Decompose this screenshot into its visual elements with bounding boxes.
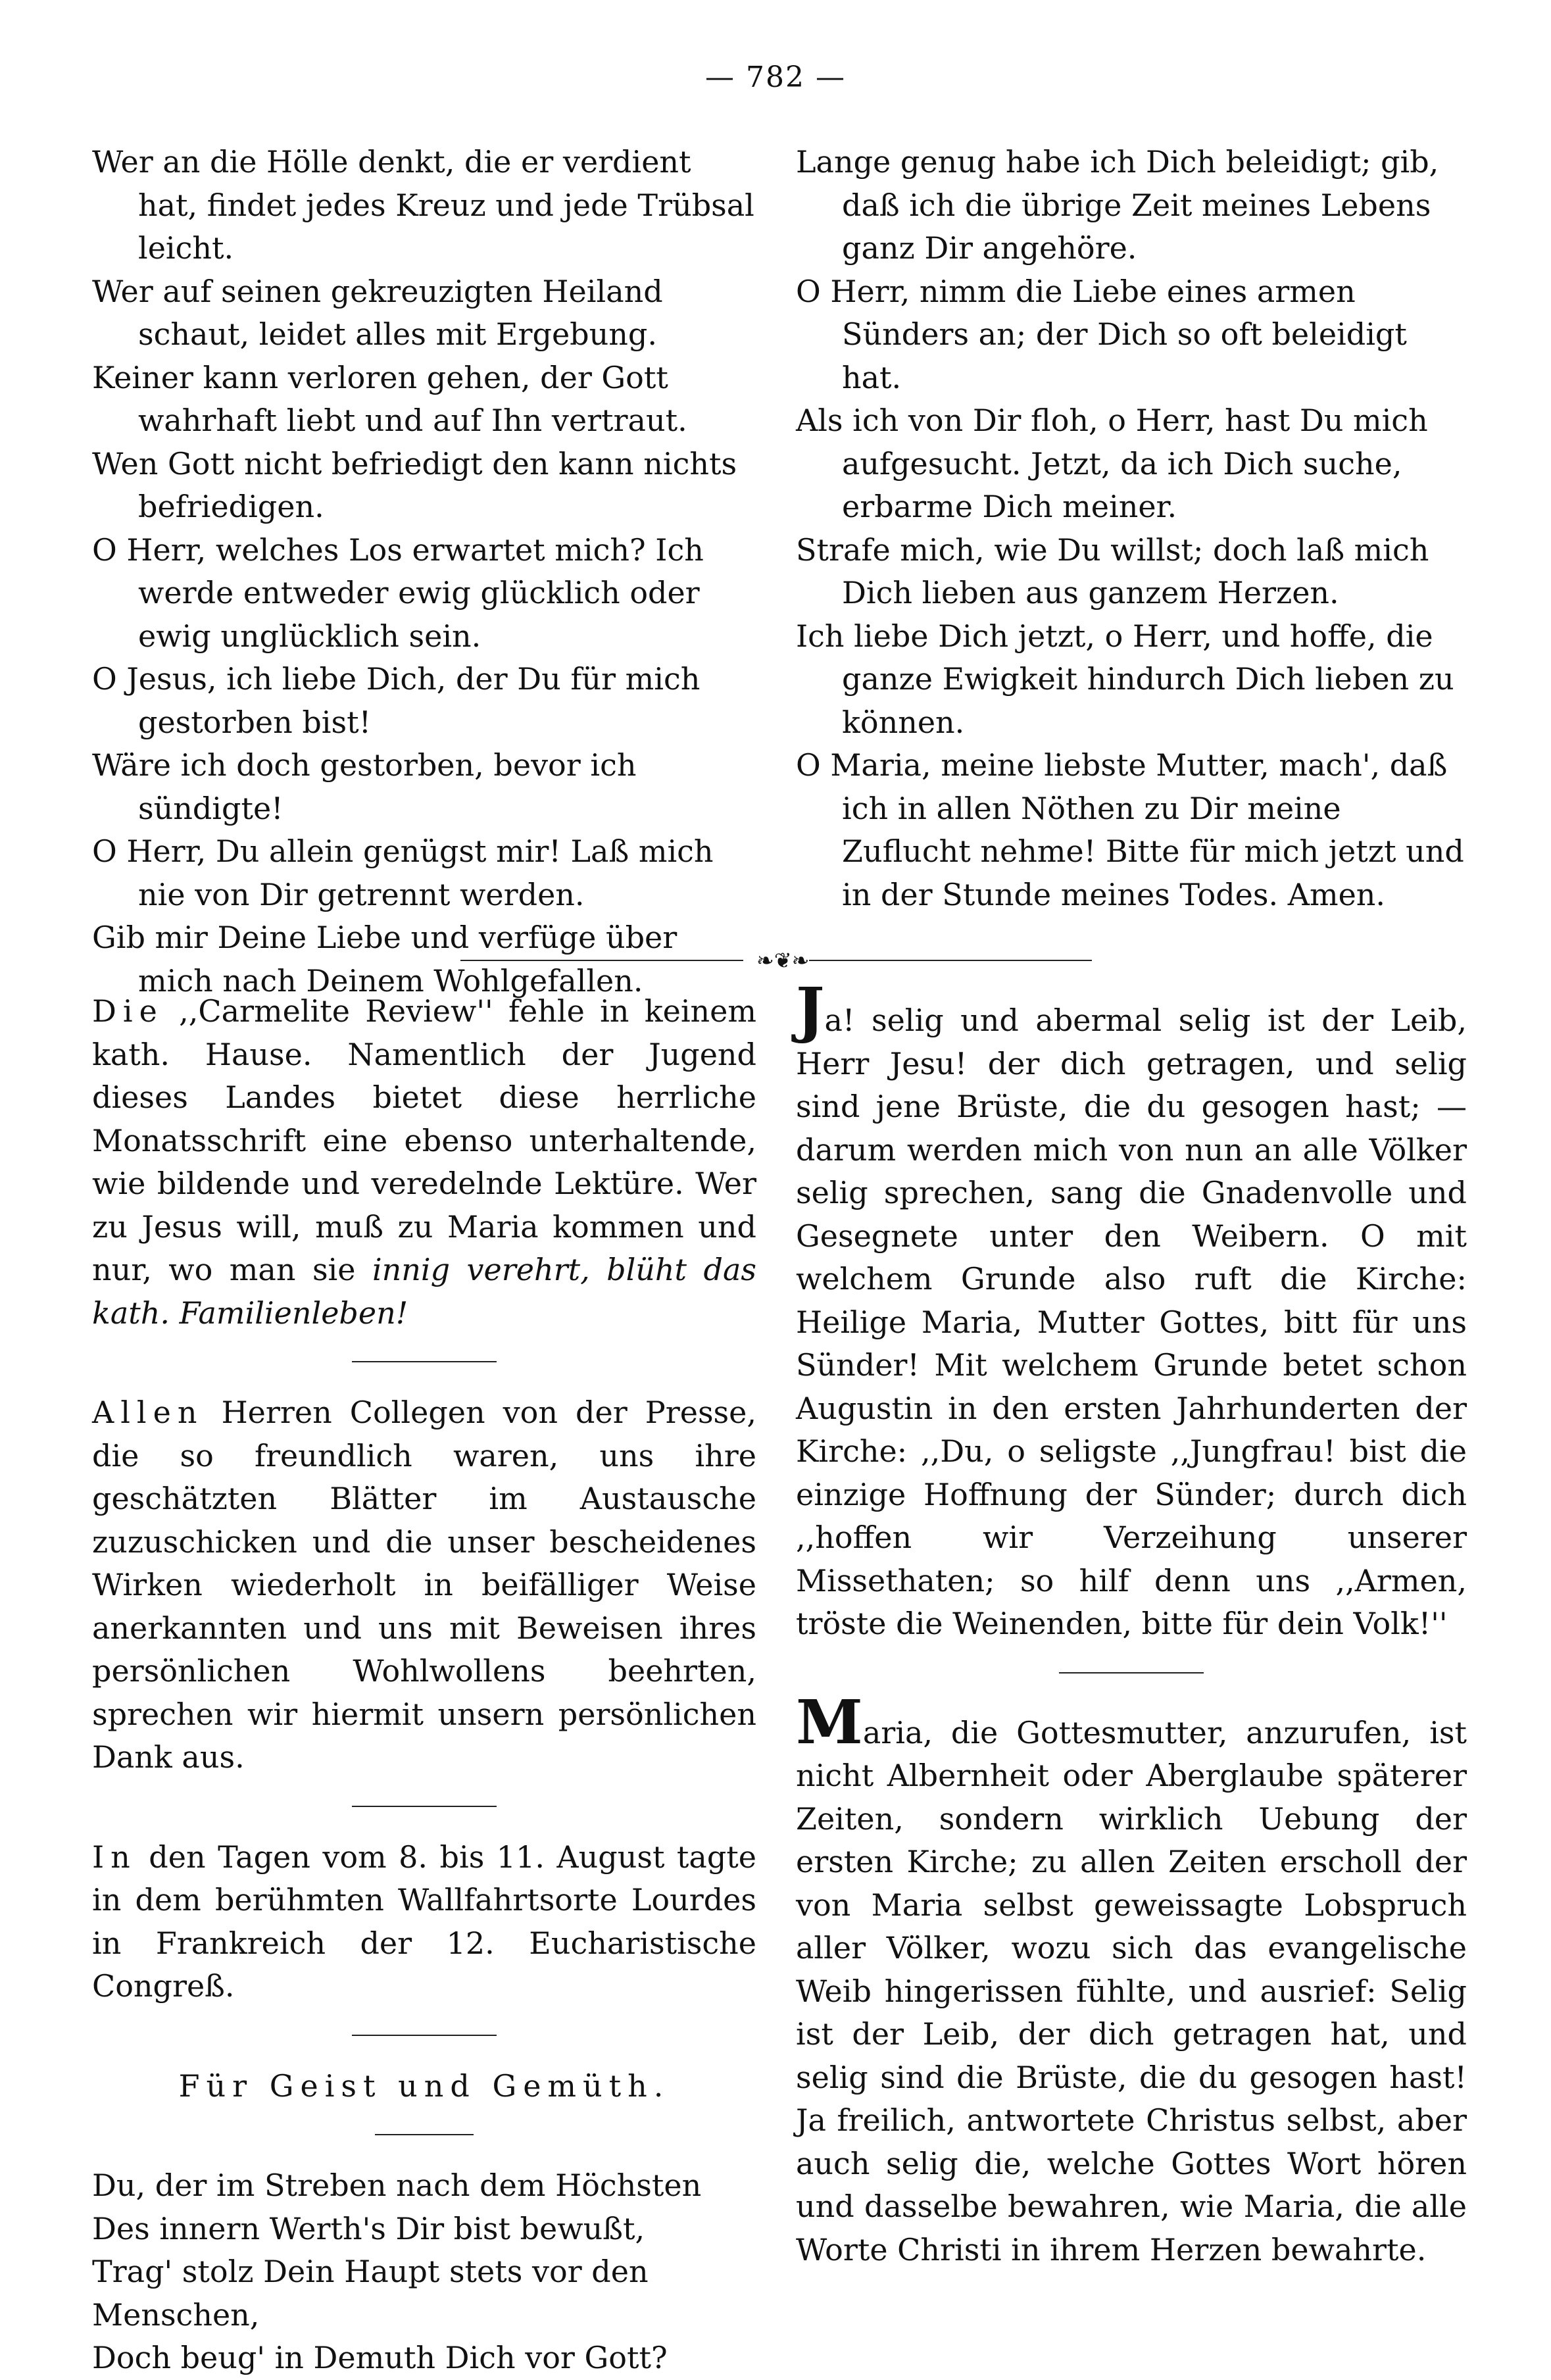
- carmelite-italic: innig verehrt, blüht das kath. Familienleben!: [92, 1252, 756, 1331]
- section-heading: Für Geist und Gemüth.: [178, 2068, 670, 2104]
- entry: Lange genug habe ich Dich beleidigt; gib, daß ich die übrige Zeit meines Lebens ganz Dir angehöre.: [796, 144, 1439, 266]
- entry: Keiner kann verloren gehen, der Gott wahrhaft liebt und auf Ihn vertraut.: [92, 359, 687, 438]
- kongress-text: den Tagen vom 8. bis 11. August tagte in dem berühmten Wallfahrtsorte Lourdes in Frankreich der 12. Eucharistische Congreß.: [92, 1839, 756, 2004]
- short-rule: [1059, 1672, 1204, 1673]
- bottom-right-column: [796, 974, 1467, 2271]
- poem-line: Doch beug' in Demuth Dich vor Gott?: [92, 2340, 668, 2375]
- collegen-lead: Allen: [92, 1395, 204, 1430]
- poem-line: Des innern Werth's Dir bist bewußt,: [92, 2210, 645, 2246]
- entry: Strafe mich, wie Du willst; doch laß mich Dich lieben aus ganzem Herzen.: [796, 532, 1429, 610]
- short-rule: [375, 2134, 474, 2135]
- poem-line: Trag' stolz Dein Haupt stets vor den Menschen,: [92, 2254, 649, 2333]
- top-right-column: [796, 141, 1467, 916]
- entry: O Jesus, ich liebe Dich, der Du für mich gestorben bist!: [92, 661, 701, 740]
- poem-line: Du, der im Streben nach dem Höchsten: [92, 2168, 702, 2203]
- entry: Wäre ich doch gestorben, bevor ich sündigte!: [92, 747, 637, 826]
- section-divider: [460, 948, 1092, 973]
- drop-initial: J: [796, 974, 825, 1045]
- ja-paragraph: [796, 974, 1467, 1646]
- short-rule: [352, 1361, 497, 1362]
- bottom-left-column: [92, 990, 756, 2380]
- collegen-text: Herren Collegen von der Presse, die so freundlich waren, uns ihre geschätzten Blätter im Austausche zuzuschicken und die unser bescheidenes Wirken wiederholt in beifälliger Weise anerkannten und uns mit Beweisen ihres persönlichen Wohlwollens beehrten, sprechen wir hiermit unsern persönlichen Dank aus.: [92, 1395, 756, 1775]
- ornament-icon: ❧❦❧: [756, 948, 810, 973]
- carmelite-notice: [92, 990, 756, 1335]
- entry: O Herr, Du allein genügst mir! Laß mich nie von Dir getrennt werden.: [92, 833, 714, 912]
- top-left-column: [92, 141, 756, 1003]
- entry: Gib mir Deine Liebe und verfüge über mich nach Deinem Wohlgefallen.: [92, 920, 677, 999]
- entry: O Maria, meine liebste Mutter, mach', daß ich in allen Nöthen zu Dir meine Zuflucht nehme! Bitte für mich jetzt und in der Stunde meines Todes. Amen.: [796, 747, 1464, 912]
- carmelite-text: ,,Carmelite Review'' fehle in keinem kath. Hause. Namentlich der Jugend dieses Landes bietet diese herrliche Monatsschrift eine ebenso unterhaltende, wie bildende und veredelnde Lektüre. Wer zu Jesus will, muß zu Maria kommen und nur, wo man sie: [92, 993, 756, 1287]
- short-rule: [352, 2035, 497, 2036]
- page-number: — 782 —: [705, 61, 846, 94]
- entry: Wer an die Hölle denkt, die er verdient hat, findet jedes Kreuz und jede Trübsal leicht.: [92, 144, 754, 266]
- entry: Als ich von Dir floh, o Herr, hast Du mich aufgesucht. Jetzt, da ich Dich suche, erbarme Dich meiner.: [796, 403, 1428, 524]
- collegen-notice: [92, 1391, 756, 1779]
- maria-text: aria, die Gottesmutter, anzurufen, ist nicht Albernheit oder Aberglaube späterer Zeiten, sondern wirklich Uebung der ersten Kirche; zu allen Zeiten erscholl der von Maria selbst geweissagte Lobspruch aller Völker, wozu sich das evangelische Weib hingerissen fühlte, und ausrief: Selig ist der Leib, der dich getragen hat, und selig sind die Brüste, die du gesogen hast! Ja freilich, antwortete Christus selbst, aber auch selig die, welche Gottes Wort hören und dasselbe bewahren, wie Maria, die alle Worte Christi in ihrem Herzen bewahrte.: [796, 1714, 1467, 2268]
- kongress-notice: [92, 1836, 756, 2008]
- drop-initial: M: [796, 1686, 863, 1758]
- entry: Wen Gott nicht befriedigt den kann nichts befriedigen.: [92, 445, 737, 524]
- entry: O Herr, nimm die Liebe eines armen Sünders an; der Dich so oft beleidigt hat.: [796, 273, 1407, 395]
- ja-text: a! selig und abermal selig ist der Leib, Herr Jesu! der dich getragen, und selig sind jene Brüste, die du gesogen hast; — darum werden mich von nun an alle Völker selig sprechen, sang die Gnadenvolle und Gesegnete unter den Weibern. O mit welchem Grunde also ruft die Kirche: Heilige Maria, Mutter Gottes, bitt für uns Sünder! Mit welchem Grunde betet schon Augustin in den ersten Jahrhunderten der Kirche: ,,Du, o seligste ,,Jungfrau! bist die einzige Hoffnung der Sünder; durch dich ,,hoffen wir Verzeihung unserer Missethaten; so hilf denn uns ,,Armen, tröste die Weinenden, bitte für dein Volk!'': [796, 1003, 1467, 1641]
- short-rule: [352, 1806, 497, 1807]
- divider-line: [809, 960, 1092, 961]
- maria-paragraph: [796, 1686, 1467, 2272]
- entry: Ich liebe Dich jetzt, o Herr, und hoffe, die ganze Ewigkeit hindurch Dich lieben zu können.: [796, 618, 1454, 740]
- entry: Wer auf seinen gekreuzigten Heiland schaut, leidet alles mit Ergebung.: [92, 273, 663, 352]
- divider-line: [460, 960, 743, 961]
- entry: O Herr, welches Los erwartet mich? Ich werde entweder ewig glücklich oder ewig unglücklich sein.: [92, 532, 704, 654]
- kongress-lead: In: [92, 1839, 137, 1875]
- carmelite-lead: Die: [92, 993, 164, 1029]
